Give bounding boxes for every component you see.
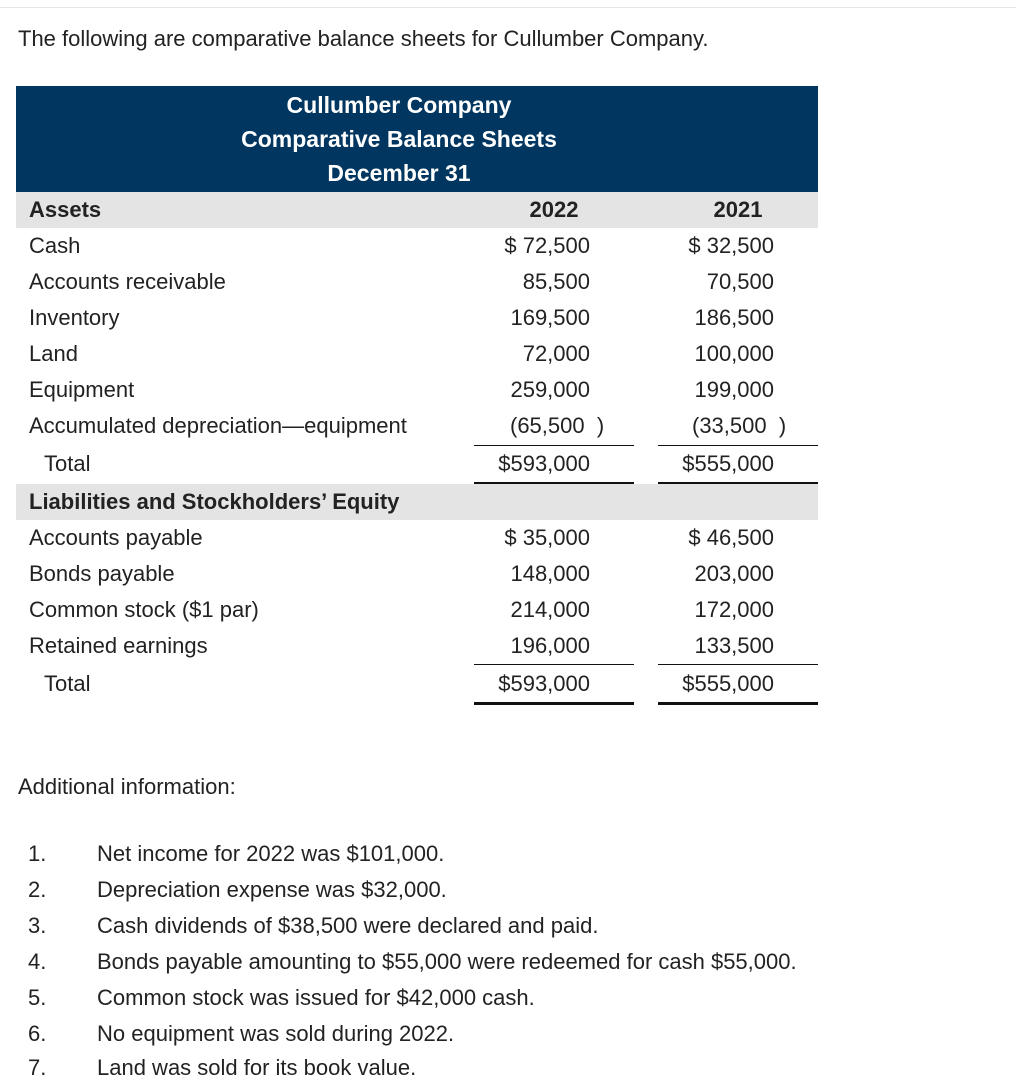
value-2022: 214,000 — [510, 597, 590, 622]
value-2021: $ 32,500 — [688, 233, 774, 258]
value-2021: 199,000 — [694, 377, 774, 402]
total-2021: $555,000 — [682, 671, 774, 696]
value-2022: 72,000 — [522, 341, 590, 366]
row-label: Accounts receivable — [29, 269, 226, 294]
liabilities-heading-row — [16, 484, 818, 520]
row-label: Land — [29, 341, 78, 366]
table-row — [16, 228, 818, 264]
row-label: Equipment — [29, 377, 135, 402]
list-item — [0, 1050, 1016, 1086]
item-number: 3. — [28, 913, 47, 938]
item-number: 5. — [28, 985, 47, 1010]
item-number: 6. — [28, 1021, 47, 1046]
balance-sheet-header — [16, 86, 818, 192]
statement-date: December 31 — [327, 160, 471, 186]
table-row — [16, 592, 818, 628]
item-number: 2. — [28, 877, 47, 902]
table-row — [16, 556, 818, 592]
row-label: Cash — [29, 233, 81, 258]
item-text: No equipment was sold during 2022. — [97, 1021, 455, 1046]
assets-total-row — [16, 446, 818, 482]
subtotal-rule-2021 — [658, 664, 818, 665]
row-label: Common stock ($1 par) — [29, 597, 259, 622]
value-2022: 196,000 — [510, 633, 590, 658]
table-row — [16, 264, 818, 300]
table-row — [16, 408, 818, 444]
list-item — [0, 1016, 1016, 1052]
value-2022: 148,000 — [510, 561, 590, 586]
item-text: Land was sold for its book value. — [97, 1055, 417, 1080]
total-rule-2021 — [658, 702, 818, 705]
liabilities-total-row — [16, 666, 818, 702]
list-item — [0, 908, 1016, 944]
intro-text: The following are comparative balance sheets for Cullumber Company. — [18, 26, 709, 51]
liabilities-heading: Liabilities and Stockholders’ Equity — [29, 489, 400, 514]
list-item — [0, 836, 1016, 872]
column-year-2022: 2022 — [529, 197, 579, 222]
item-text: Depreciation expense was $32,000. — [97, 877, 447, 902]
value-2021: 172,000 — [694, 597, 774, 622]
value-2022: 85,500 — [522, 269, 590, 294]
total-2022: $593,000 — [498, 451, 590, 476]
top-divider — [0, 7, 1016, 8]
item-text: Common stock was issued for $42,000 cash. — [97, 985, 535, 1010]
additional-info-heading: Additional information: — [18, 774, 236, 799]
row-label: Bonds payable — [29, 561, 175, 586]
value-2022: (65,500 ) — [510, 413, 605, 438]
row-label: Accumulated depreciation—equipment — [29, 413, 407, 438]
list-item — [0, 944, 1016, 980]
value-2021: 70,500 — [706, 269, 774, 294]
total-2021: $555,000 — [682, 451, 774, 476]
table-row — [16, 336, 818, 372]
item-number: 7. — [28, 1055, 47, 1080]
total-rule-2022 — [474, 702, 634, 705]
assets-heading-row — [16, 192, 818, 228]
item-text: Net income for 2022 was $101,000. — [97, 841, 445, 866]
total-2022: $593,000 — [498, 671, 590, 696]
row-label: Total — [44, 671, 91, 696]
row-label: Inventory — [29, 305, 120, 330]
value-2022: $ 72,500 — [504, 233, 590, 258]
item-number: 4. — [28, 949, 47, 974]
value-2021: 186,500 — [694, 305, 774, 330]
item-text: Bonds payable amounting to $55,000 were redeemed for cash $55,000. — [97, 949, 797, 974]
table-row — [16, 520, 818, 556]
list-item — [0, 980, 1016, 1016]
column-year-2021: 2021 — [713, 197, 763, 222]
table-row — [16, 372, 818, 408]
statement-title: Comparative Balance Sheets — [241, 126, 557, 152]
row-label: Accounts payable — [29, 525, 203, 550]
row-label: Retained earnings — [29, 633, 208, 658]
value-2021: (33,500 ) — [692, 413, 787, 438]
company-name: Cullumber Company — [286, 92, 512, 118]
value-2022: 259,000 — [510, 377, 590, 402]
value-2022: 169,500 — [510, 305, 590, 330]
assets-heading: Assets — [29, 197, 102, 222]
list-item — [0, 872, 1016, 908]
value-2022: $ 35,000 — [504, 525, 590, 550]
value-2021: 100,000 — [694, 341, 774, 366]
value-2021: $ 46,500 — [688, 525, 774, 550]
value-2021: 203,000 — [694, 561, 774, 586]
value-2021: 133,500 — [694, 633, 774, 658]
row-label: Total — [44, 451, 91, 476]
item-text: Cash dividends of $38,500 were declared and paid. — [97, 913, 599, 938]
subtotal-rule-2022 — [474, 664, 634, 665]
table-row — [16, 300, 818, 336]
table-row — [16, 628, 818, 664]
item-number: 1. — [28, 841, 47, 866]
